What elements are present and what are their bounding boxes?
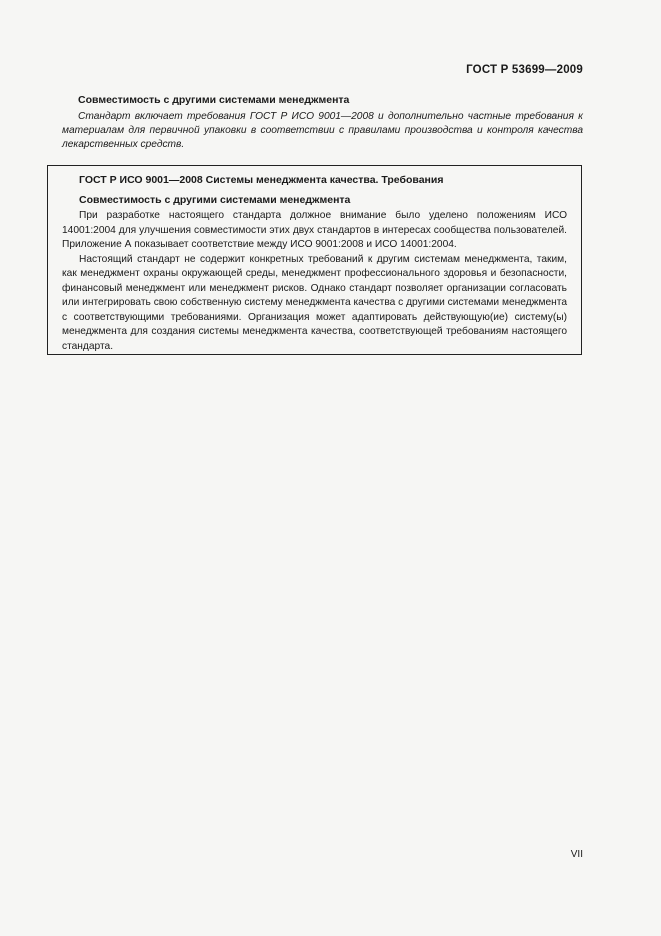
quoted-standard-box [47,165,582,355]
box-paragraph-1: При разработке настоящего стандарта должное внимание было уделено положениям ИСО 14001:2004 для улучшения совместимости этих двух стандартов в интересах сообщества пользователей. Приложение А показывает соответствие между ИСО 9001:2008 и ИСО 14001:2004. [62,210,567,250]
page-number: VII [570,849,583,860]
box-paragraph-2: Настоящий стандарт не содержит конкретных требований к другим системам менеджмента, таким, как менеджмент охраны окружающей среды, менеджмент профессионального здоровья и безопасности, финансовый менеджмент или менеджмент рисков. Однако стандарт позволяет организации согласовать или интегрировать свою собственную систему менеджмента качества с другими системами менеджмента с соответствующими требованиями. Организация может адаптировать действующую(ие) систему(ы) менеджмента для создания системы менеджмента качества, соответствующей требованиям настоящего стандарта. [62,253,567,352]
section-heading: Совместимость с другими системами менеджмента [78,94,350,106]
box-title: ГОСТ Р ИСО 9001—2008 Системы менеджмента качества. Требования [79,174,444,186]
document-id: ГОСТ Р 53699—2009 [466,64,583,76]
box-subtitle: Совместимость с другими системами менеджмента [79,194,351,206]
intro-paragraph: Стандарт включает требования ГОСТ Р ИСО 9001—2008 и дополнительно частные требования к материалам для первичной упаковки в соответствии с правилами производства и контроля качества лекарственных средств. [62,111,583,150]
